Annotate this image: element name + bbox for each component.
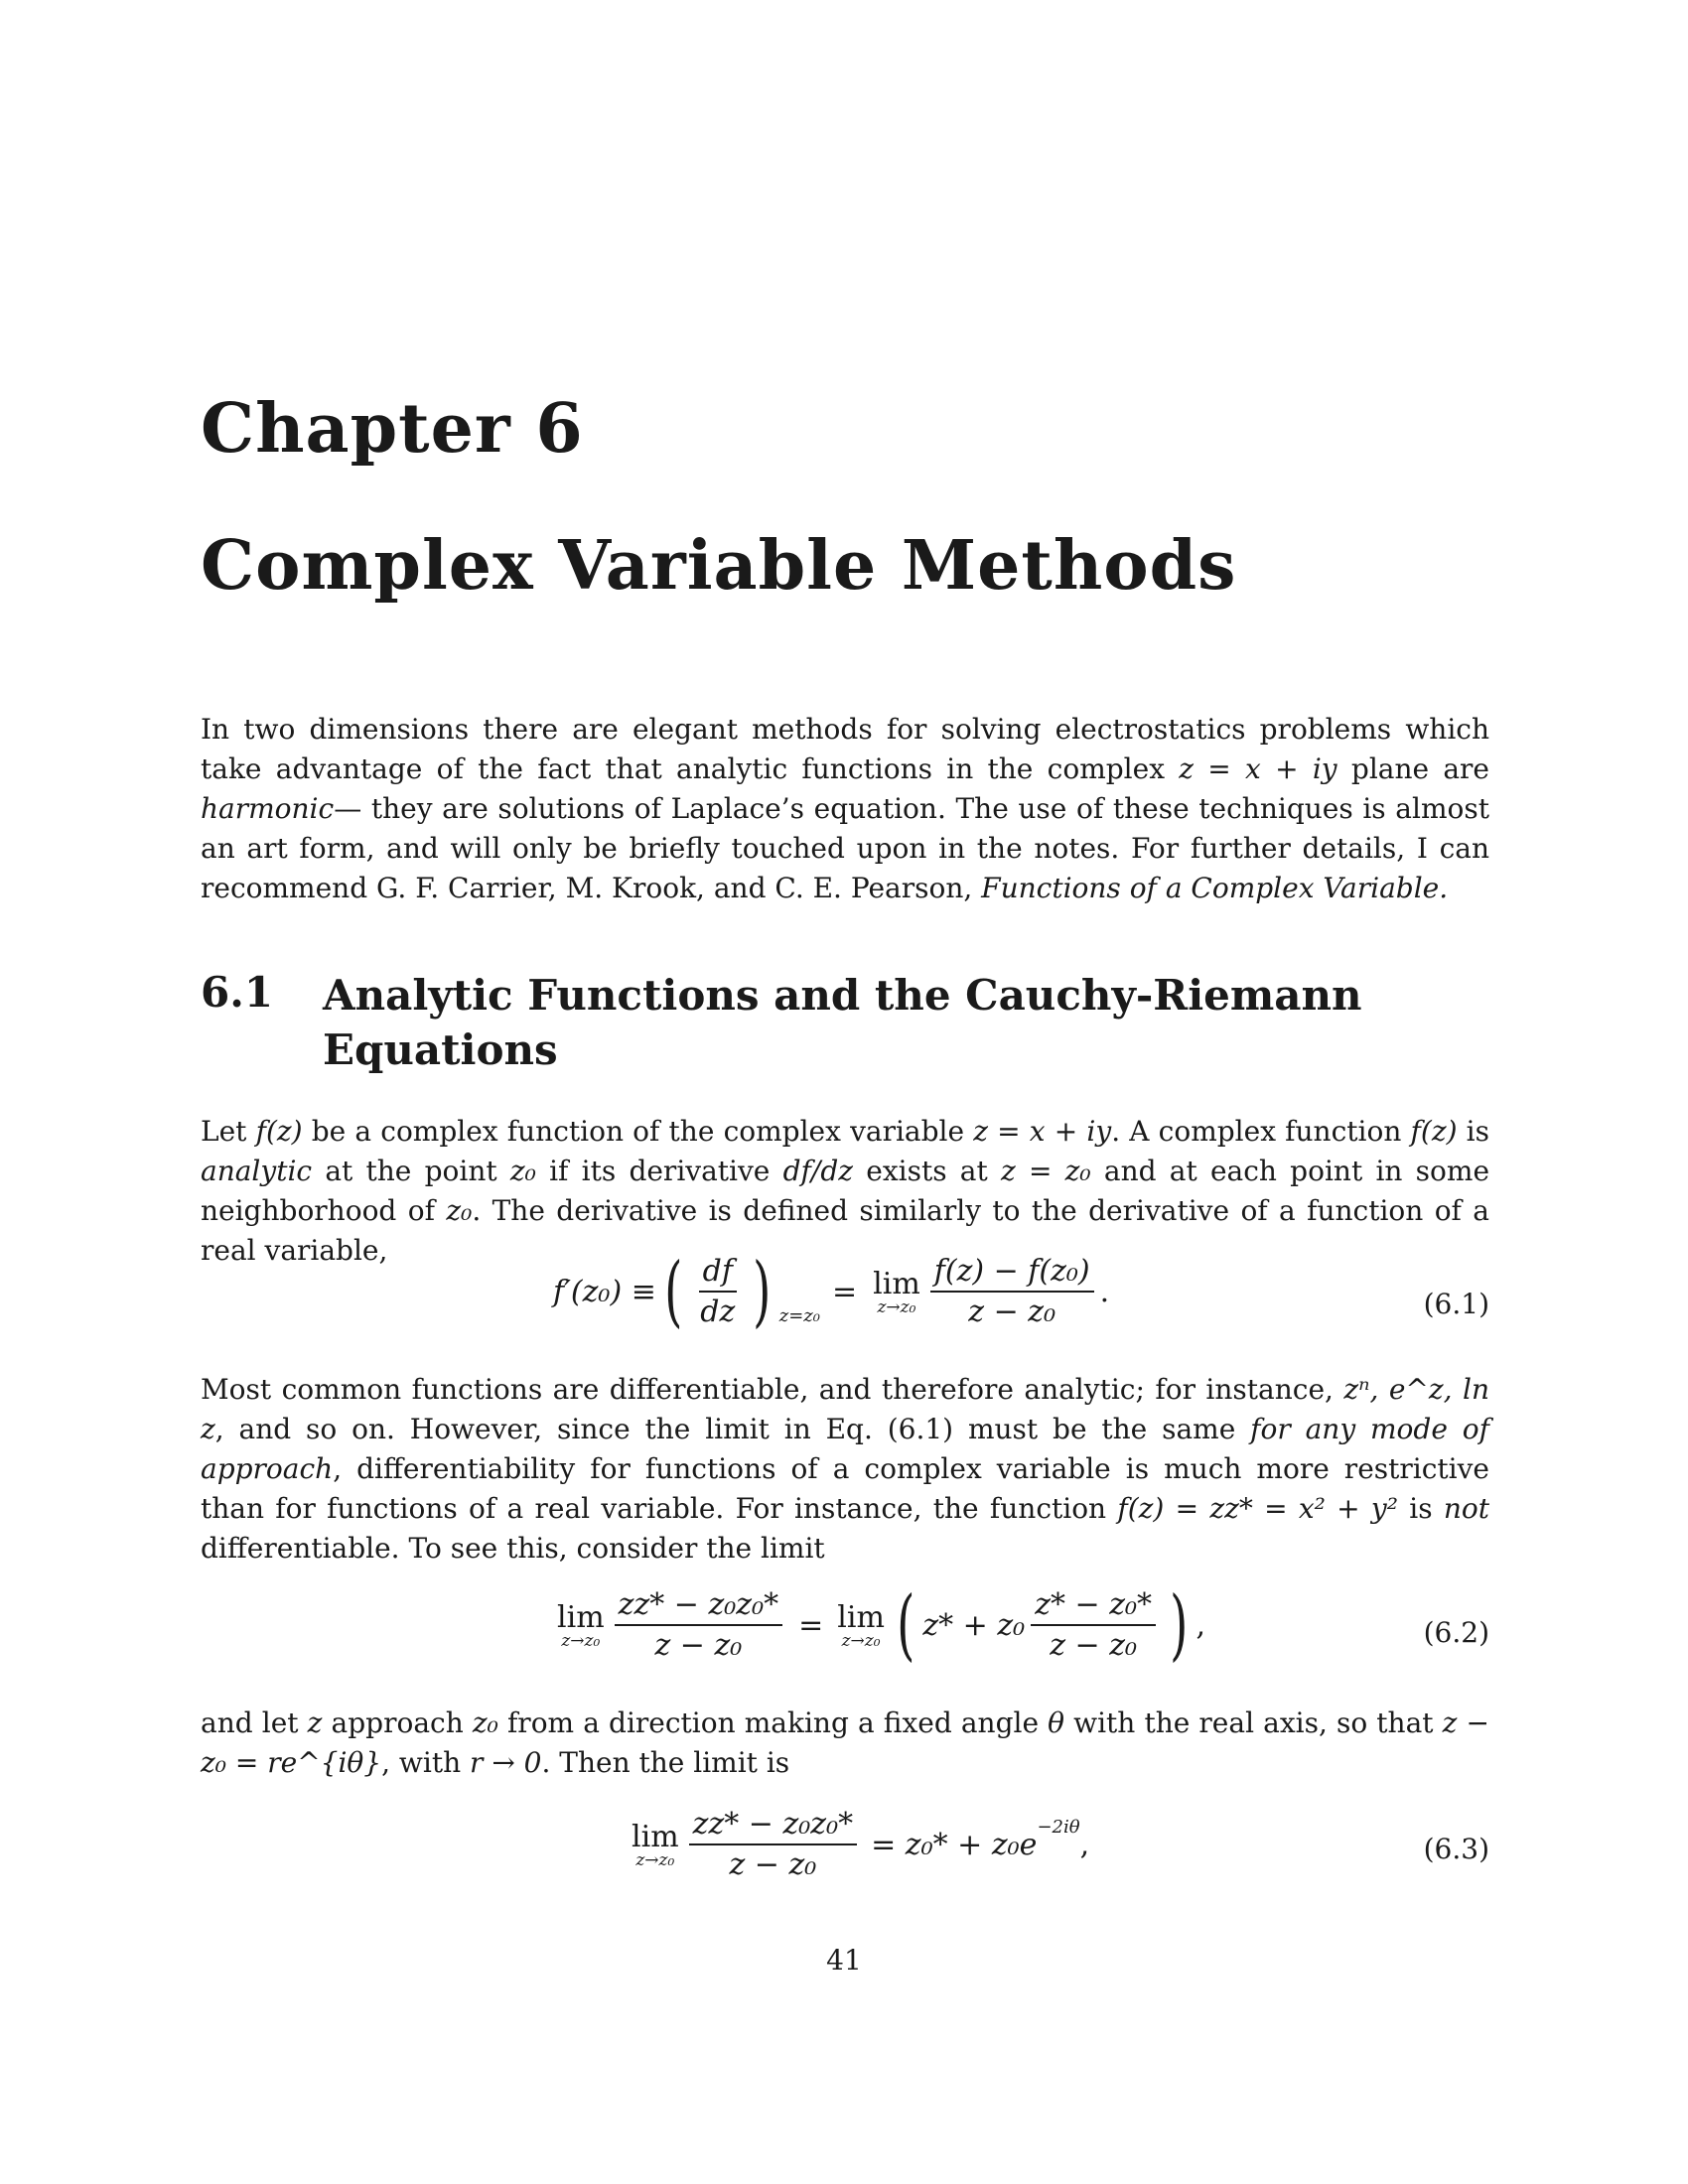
equation-6-2: lim z→z₀ $\frac{\text{zz* − z₀z₀*}}{\text{z − z₀}}$ = lim z→z₀ ( z* + z₀ $\frac{\text{z* − z₀*}}{\text{z − z₀}}$ ) , (6.2) [557,1580,1489,1670]
equation-number: (6.2) [1423,1616,1489,1649]
equation-6-1: f′(z₀) ≡ ( $\frac{df}{dz}$ ) z=z₀ = lim z→z₀ $\frac{\text{f(z) − f(z₀)}}{\text{z − z₀}}$ . (6.1) [553,1247,1489,1336]
section-number: 6.1 [201,968,274,1017]
equation-6-3: lim z→z₀ $\frac{\text{zz* − z₀z₀*}}{\text{z − z₀}}$ = z₀* + z₀e $^{-2i\theta}$ , (6.3) [632,1807,1489,1882]
chapter-title: Complex Variable Methods [201,526,1237,606]
intro-paragraph: In two dimensions there are elegant methods for solving electrostatics problems which take advantage of the fact that analytic functions in the complex z = x + iy plane are harmonic— they are solutions of Laplace’s equation. The use of these techniques is almost an art form, and will only be briefly touched upon in the notes. For further details, I can recommend G. F. Carrier, M. Krook, and C. E. Pearson, Functions of a Complex Variable. [201,713,1490,904]
equation-number: (6.1) [1423,1288,1489,1320]
paragraph-differentiability: Most common functions are differentiable, and therefore analytic; for instance, zⁿ, e^z, ln z, and so on. However, since the limit in Eq. (6.1) must be the same for any mode of approach, differentiability for functions of a complex variable is much more restrictive than for functions of a real variable. For instance, the function f(z) = zz* = x² + y² is not differentiable. To see this, consider the limit [201,1373,1490,1565]
page-number: 41 [826,1944,862,1977]
chapter-label: Chapter 6 [201,389,584,469]
paragraph-approach-angle: and let z approach z₀ from a direction making a fixed angle θ with the real axis, so that z − z₀ = re^{iθ}, with r → 0. Then the limit is [201,1706,1489,1779]
equation-number: (6.3) [1423,1833,1489,1865]
section-title: Analytic Functions and the Cauchy-Riemann Equations [323,971,1362,1074]
paragraph-analytic-definition: Let f(z) be a complex function of the complex variable z = x + iy. A complex function f(z) is analytic at the point z₀ if its derivative df/dz exists at z = z₀ and at each point in some neighborhood of z₀. The derivative is defined similarly to the derivative of a function of a real variable, [201,1115,1490,1267]
